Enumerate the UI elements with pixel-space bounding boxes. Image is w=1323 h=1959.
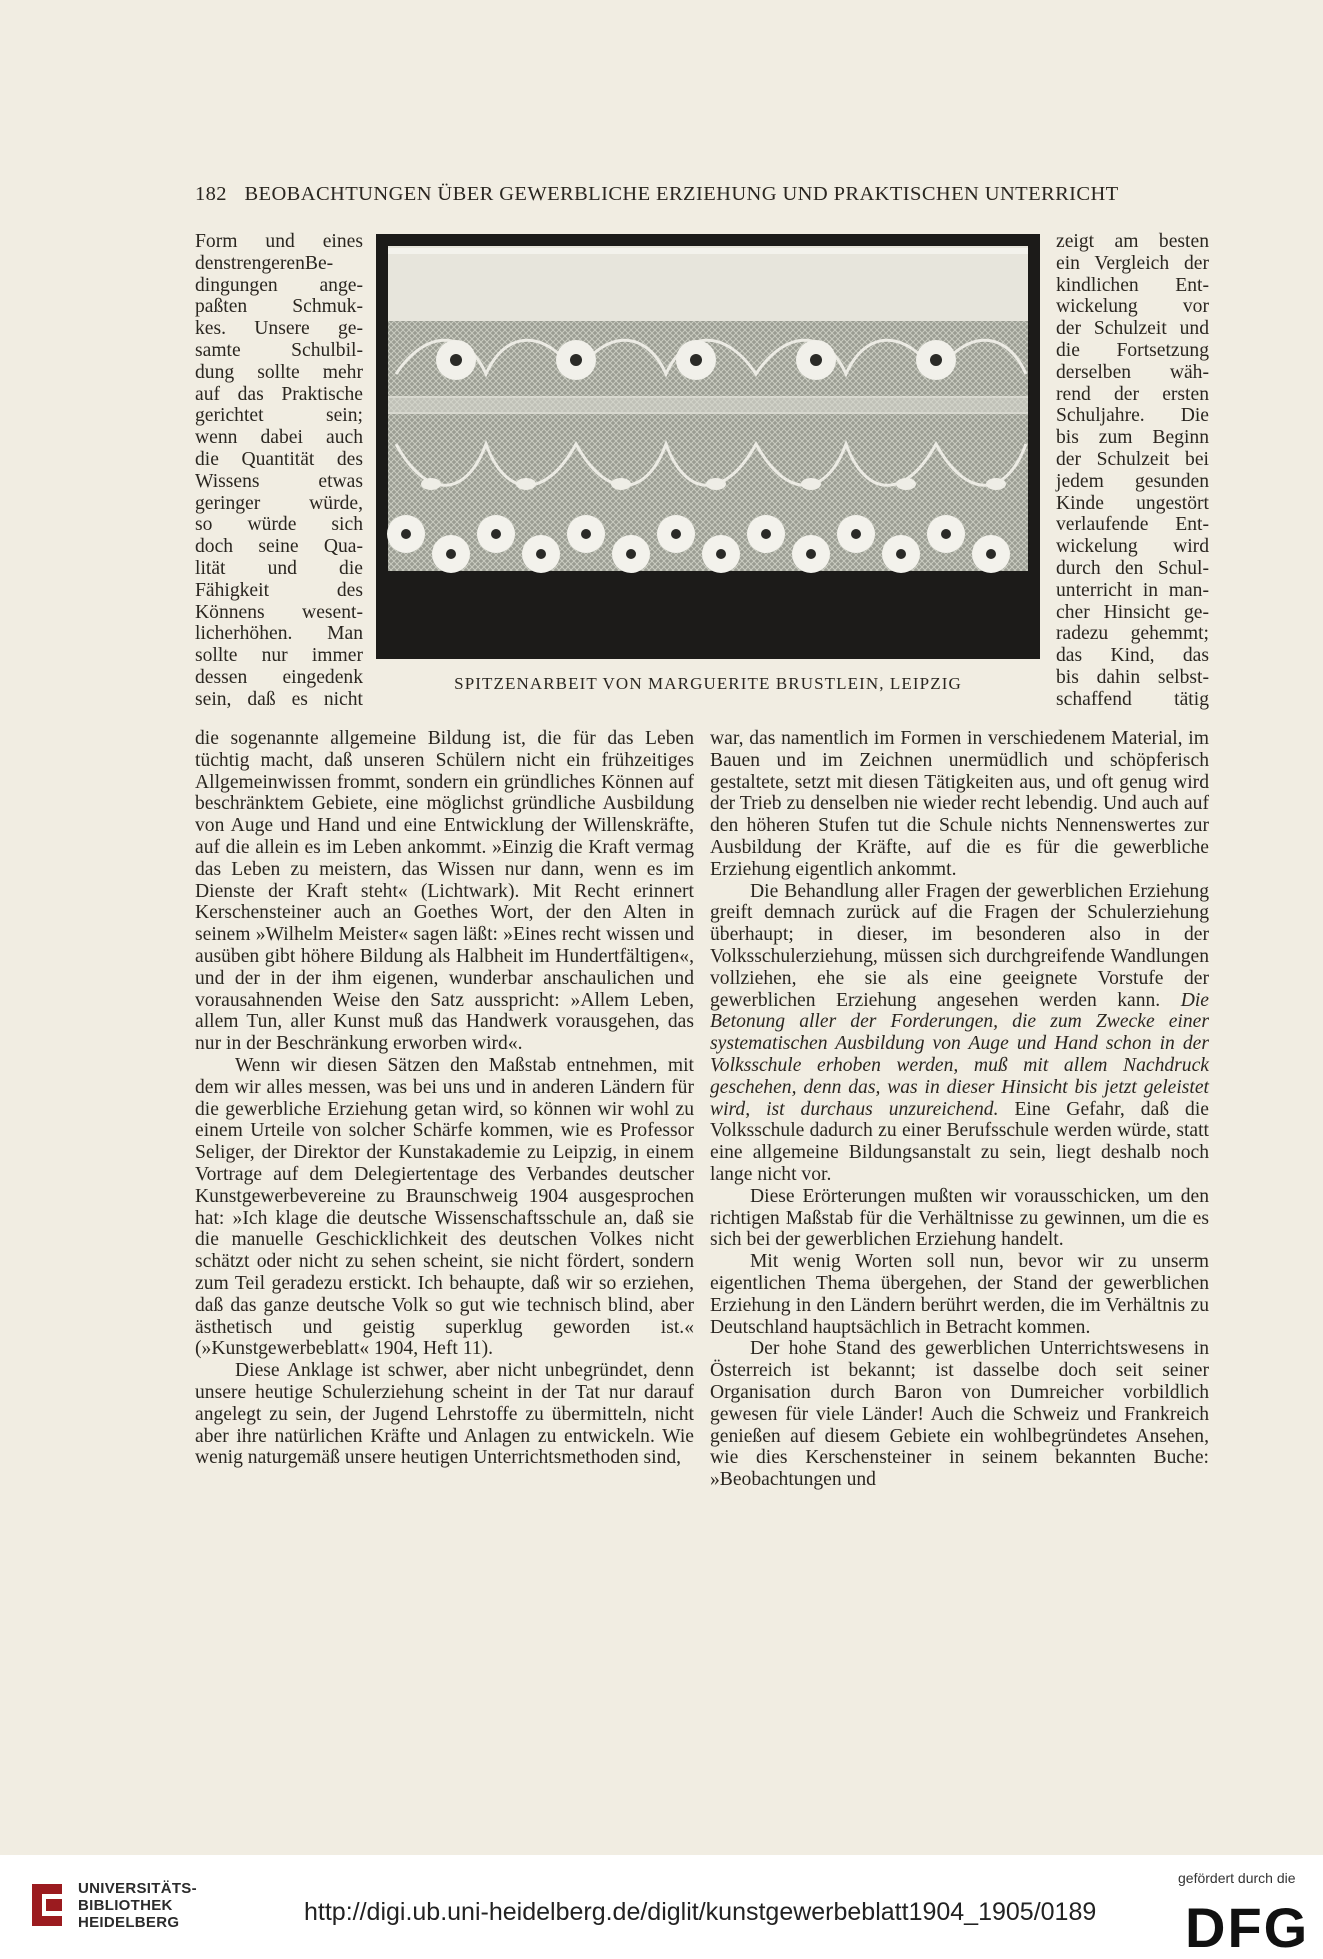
text-line: wenn dabei auch	[195, 427, 363, 449]
text-line: cher Hinsicht ge-	[1056, 601, 1209, 623]
text-line: wickelung wird	[1056, 536, 1209, 558]
text-line: paßten Schmuk-	[195, 296, 363, 318]
page-number: 182	[195, 183, 227, 205]
text-line: kindlichen Ent-	[1056, 274, 1209, 296]
paragraph: Diese Erörterungen mußten wir vorausschicken, um den richtigen Maßstab für die Verhältnisse zu gewinnen, um die es sich bei der gewerblichen Erziehung handelt.	[710, 1185, 1209, 1251]
text-line: bis dahin selbst-	[1056, 666, 1209, 688]
text-line: die Fortsetzung	[1056, 339, 1209, 361]
lace-image	[376, 234, 1040, 659]
paragraph-text: Die Behandlung aller Fragen der gewerblichen Erziehung greift demnach zurück auf die Fragen der Schulerziehung überhaupt; in dieser, im besonderen also in der Volksschulerziehung, müssen sich durchgreifende Wandlungen vollziehen, ehe sie als eine geeignete Vorstufe der gewerblichen Erziehung angesehen werden kann.	[710, 880, 1209, 1011]
text-line: das Kind, das	[1056, 645, 1209, 667]
text-line: zeigt am besten	[1056, 231, 1209, 252]
text-line: rend der ersten	[1056, 383, 1209, 405]
text-line: Schuljahre. Die	[1056, 405, 1209, 427]
text-line: so würde sich	[195, 514, 363, 536]
text-line: Könnens wesent-	[195, 601, 363, 623]
running-title: BEOBACHTUNGEN ÜBER GEWERBLICHE ERZIEHUNG UND PRAKTISCHEN UNTERRICHT	[244, 183, 1119, 205]
text-line: der Schulzeit und	[1056, 318, 1209, 340]
narrow-left-column	[195, 231, 363, 711]
emphasized-text: Die Betonung aller der Forderungen, die zum Zwecke einer systematischen Ausbildung von Auge und Hand schon in der Volksschule erhoben werden, muß mit allem Nachdruck geschehen, denn das, was in dieser Hinsicht bis jetzt geleistet wird, ist durchaus unzureichend.	[710, 989, 1209, 1120]
dfg-logo: DFG	[1185, 1896, 1310, 1959]
text-line: samte Schulbil-	[195, 339, 363, 361]
paragraph: die sogenannte allgemeine Bildung ist, die für das Leben tüchtig macht, daß unseren Schülern nicht ein frühzeitiges Allgemeinwissen frommt, sondern ein gründliches Können auf beschränktem Gebiete, eine möglichst gründliche Ausbildung von Auge und Hand und eine Entwicklung der Willenskräfte, auf die allein es im Leben ankommt. »Einzig die Kraft vermag das Leben zu meistern, das Wissen nur dann, wenn es im Dienste der Kraft steht« (Lichtwark). Mit Recht erinnert Kerschensteiner auch an Goethes Wort, der den Alten in seinem »Wilhelm Meister« sagen läßt: »Eines recht wissen und ausüben gibt höhere Bildung als Halbheit im Hundertfältigen«, und der in der ihm eigenen, wunderbar anschaulichen und vorausahnenden Weise den Satz ausspricht: »Allem Leben, allem Tun, aller Kunst muß das Handwerk vorausgehen, das nur in der Beschränkung erworben wird«.	[195, 728, 694, 1055]
text-line: Fähigkeit des	[195, 579, 363, 601]
text-line: Wissens etwas	[195, 470, 363, 492]
text-line: wickelung vor	[1056, 296, 1209, 318]
library-name	[78, 1880, 197, 1931]
text-line: dung sollte mehr	[195, 361, 363, 383]
text-line: der Schulzeit bei	[1056, 448, 1209, 470]
text-line: unterricht in man-	[1056, 579, 1209, 601]
text-line: Kinde ungestört	[1056, 492, 1209, 514]
text-line: kes. Unsere ge-	[195, 318, 363, 340]
text-line: radezu gehemmt;	[1056, 623, 1209, 645]
left-column	[195, 728, 694, 1469]
library-logo-icon	[30, 1880, 64, 1930]
text-line: gerichtet sein;	[195, 405, 363, 427]
paragraph: Diese Anklage ist schwer, aber nicht unbegründet, denn unsere heutige Schulerziehung scheint in der Tat nur darauf angelegt zu sein, der Jugend Lehrstoffe zu übermitteln, nicht aber ihre natürlichen Kräfte und Anlagen zu entwickeln. Wie wenig naturgemäß unsere heutigen Unterrichtsmethoden sind,	[195, 1360, 694, 1469]
paragraph-text: Eine Gefahr, daß die Volksschule dadurch zu einer Berufsschule werden würde, statt eine allgemeine Bildungsanstalt zu sein, liegt deshalb noch lange nicht vor.	[710, 1098, 1209, 1185]
text-line: ein Vergleich der	[1056, 252, 1209, 274]
text-line: schaffend tätig	[1056, 688, 1209, 710]
narrow-right-column	[1056, 231, 1209, 711]
text-line: licherhöhen. Man	[195, 623, 363, 645]
text-line: denstrengerenBe-	[195, 252, 334, 274]
text-line: die Quantität des	[195, 448, 363, 470]
text-line: doch seine Qua-	[195, 536, 363, 558]
figure-caption: SPITZENARBEIT VON MARGUERITE BRUSTLEIN, LEIPZIG	[454, 674, 962, 693]
text-line: lität und die	[195, 557, 363, 579]
paragraph	[710, 881, 1209, 1186]
library-name-line: BIBLIOTHEK	[78, 1897, 173, 1914]
text-line: Form und eines	[195, 231, 363, 252]
paragraph: Mit wenig Worten soll nun, bevor wir zu unserm eigentlichen Thema übergehen, der Stand der gewerblichen Erziehung in den Ländern berührt werden, die im Verhältnis zu Deutschland hauptsächlich in Betracht kommen.	[710, 1251, 1209, 1338]
text-line: sein, daß es nicht	[195, 688, 363, 710]
funding-note: gefördert durch die	[1178, 1870, 1296, 1886]
text-line: derselben wäh-	[1056, 361, 1209, 383]
text-line: dessen eingedenk	[195, 666, 363, 688]
library-name-line: HEIDELBERG	[78, 1914, 180, 1931]
lace-illustration	[376, 234, 1040, 659]
right-column	[710, 728, 1209, 1491]
paragraph: Wenn wir diesen Sätzen den Maßstab entnehmen, mit dem wir alles messen, was bei uns und in anderen Ländern für die gewerbliche Erziehung getan wird, so können wir wohl zu einem Urteile von solcher Schärfe kommen, wie es Professor Seliger, der Direktor der Kunstakademie zu Leipzig, in einem Vortrage auf dem Delegiertentage des Verbandes deutscher Kunstgewerbevereine zu Braunschweig 1904 ausgesprochen hat: »Ich klage die deutsche Wissenschaftsschule an, daß sie die manuelle Geschicklichkeit des deutschen Volkes nicht schätzt oder nicht zu sehen scheint, sie nicht fördert, sondern zum Teil geradezu erstickt. Ich behaupte, daß wir so erziehen, daß das ganze deutsche Volk so gut wie technisch blind, aber ästhetisch und geistig superklug geworden ist.« (»Kunstgewerbeblatt« 1904, Heft 11).	[195, 1054, 694, 1360]
text-line: sollte nur immer	[195, 645, 363, 667]
running-header	[195, 183, 1207, 206]
paragraph: war, das namentlich im Formen in verschiedenem Material, im Bauen und im Zeichnen unermüdlich und schöpferisch gestaltete, setzt mit diesen Tätigkeiten aus, und oft genug wird der Trieb zu denselben nie wieder recht lebendig. Und auch auf den höheren Stufen tut die Schule nichts Nennenswertes zur Ausbildung der Kräfte, auf die es für die gewerbliche Erziehung eigentlich ankommt.	[710, 728, 1209, 880]
text-line: dingungen ange-	[195, 274, 363, 296]
text-line: geringer würde,	[195, 492, 363, 514]
text-line: durch den Schul-	[1056, 557, 1209, 579]
text-line: auf das Praktische	[195, 383, 363, 405]
text-line: bis zum Beginn	[1056, 427, 1209, 449]
text-line: jedem gesunden	[1056, 470, 1209, 492]
text-line: verlaufende Ent-	[1056, 514, 1209, 536]
source-url-link[interactable]: http://digi.ub.uni-heidelberg.de/diglit/kunstgewerbeblatt1904_1905/0189	[304, 1898, 1097, 1926]
paragraph: Der hohe Stand des gewerblichen Unterrichtswesens in Österreich ist bekannt; ist dasselbe doch seit seiner Organisation durch Baron von Dumreicher vorbildlich gewesen für viele Länder! Auch die Schweiz und Frankreich genießen auf diesem Gebiete ein wohlbegründetes Ansehen, wie dies Kerschensteiner in seinem bekannten Buche: »Beobachtungen und	[710, 1338, 1209, 1491]
library-name-line: UNIVERSITÄTS-	[78, 1880, 197, 1897]
